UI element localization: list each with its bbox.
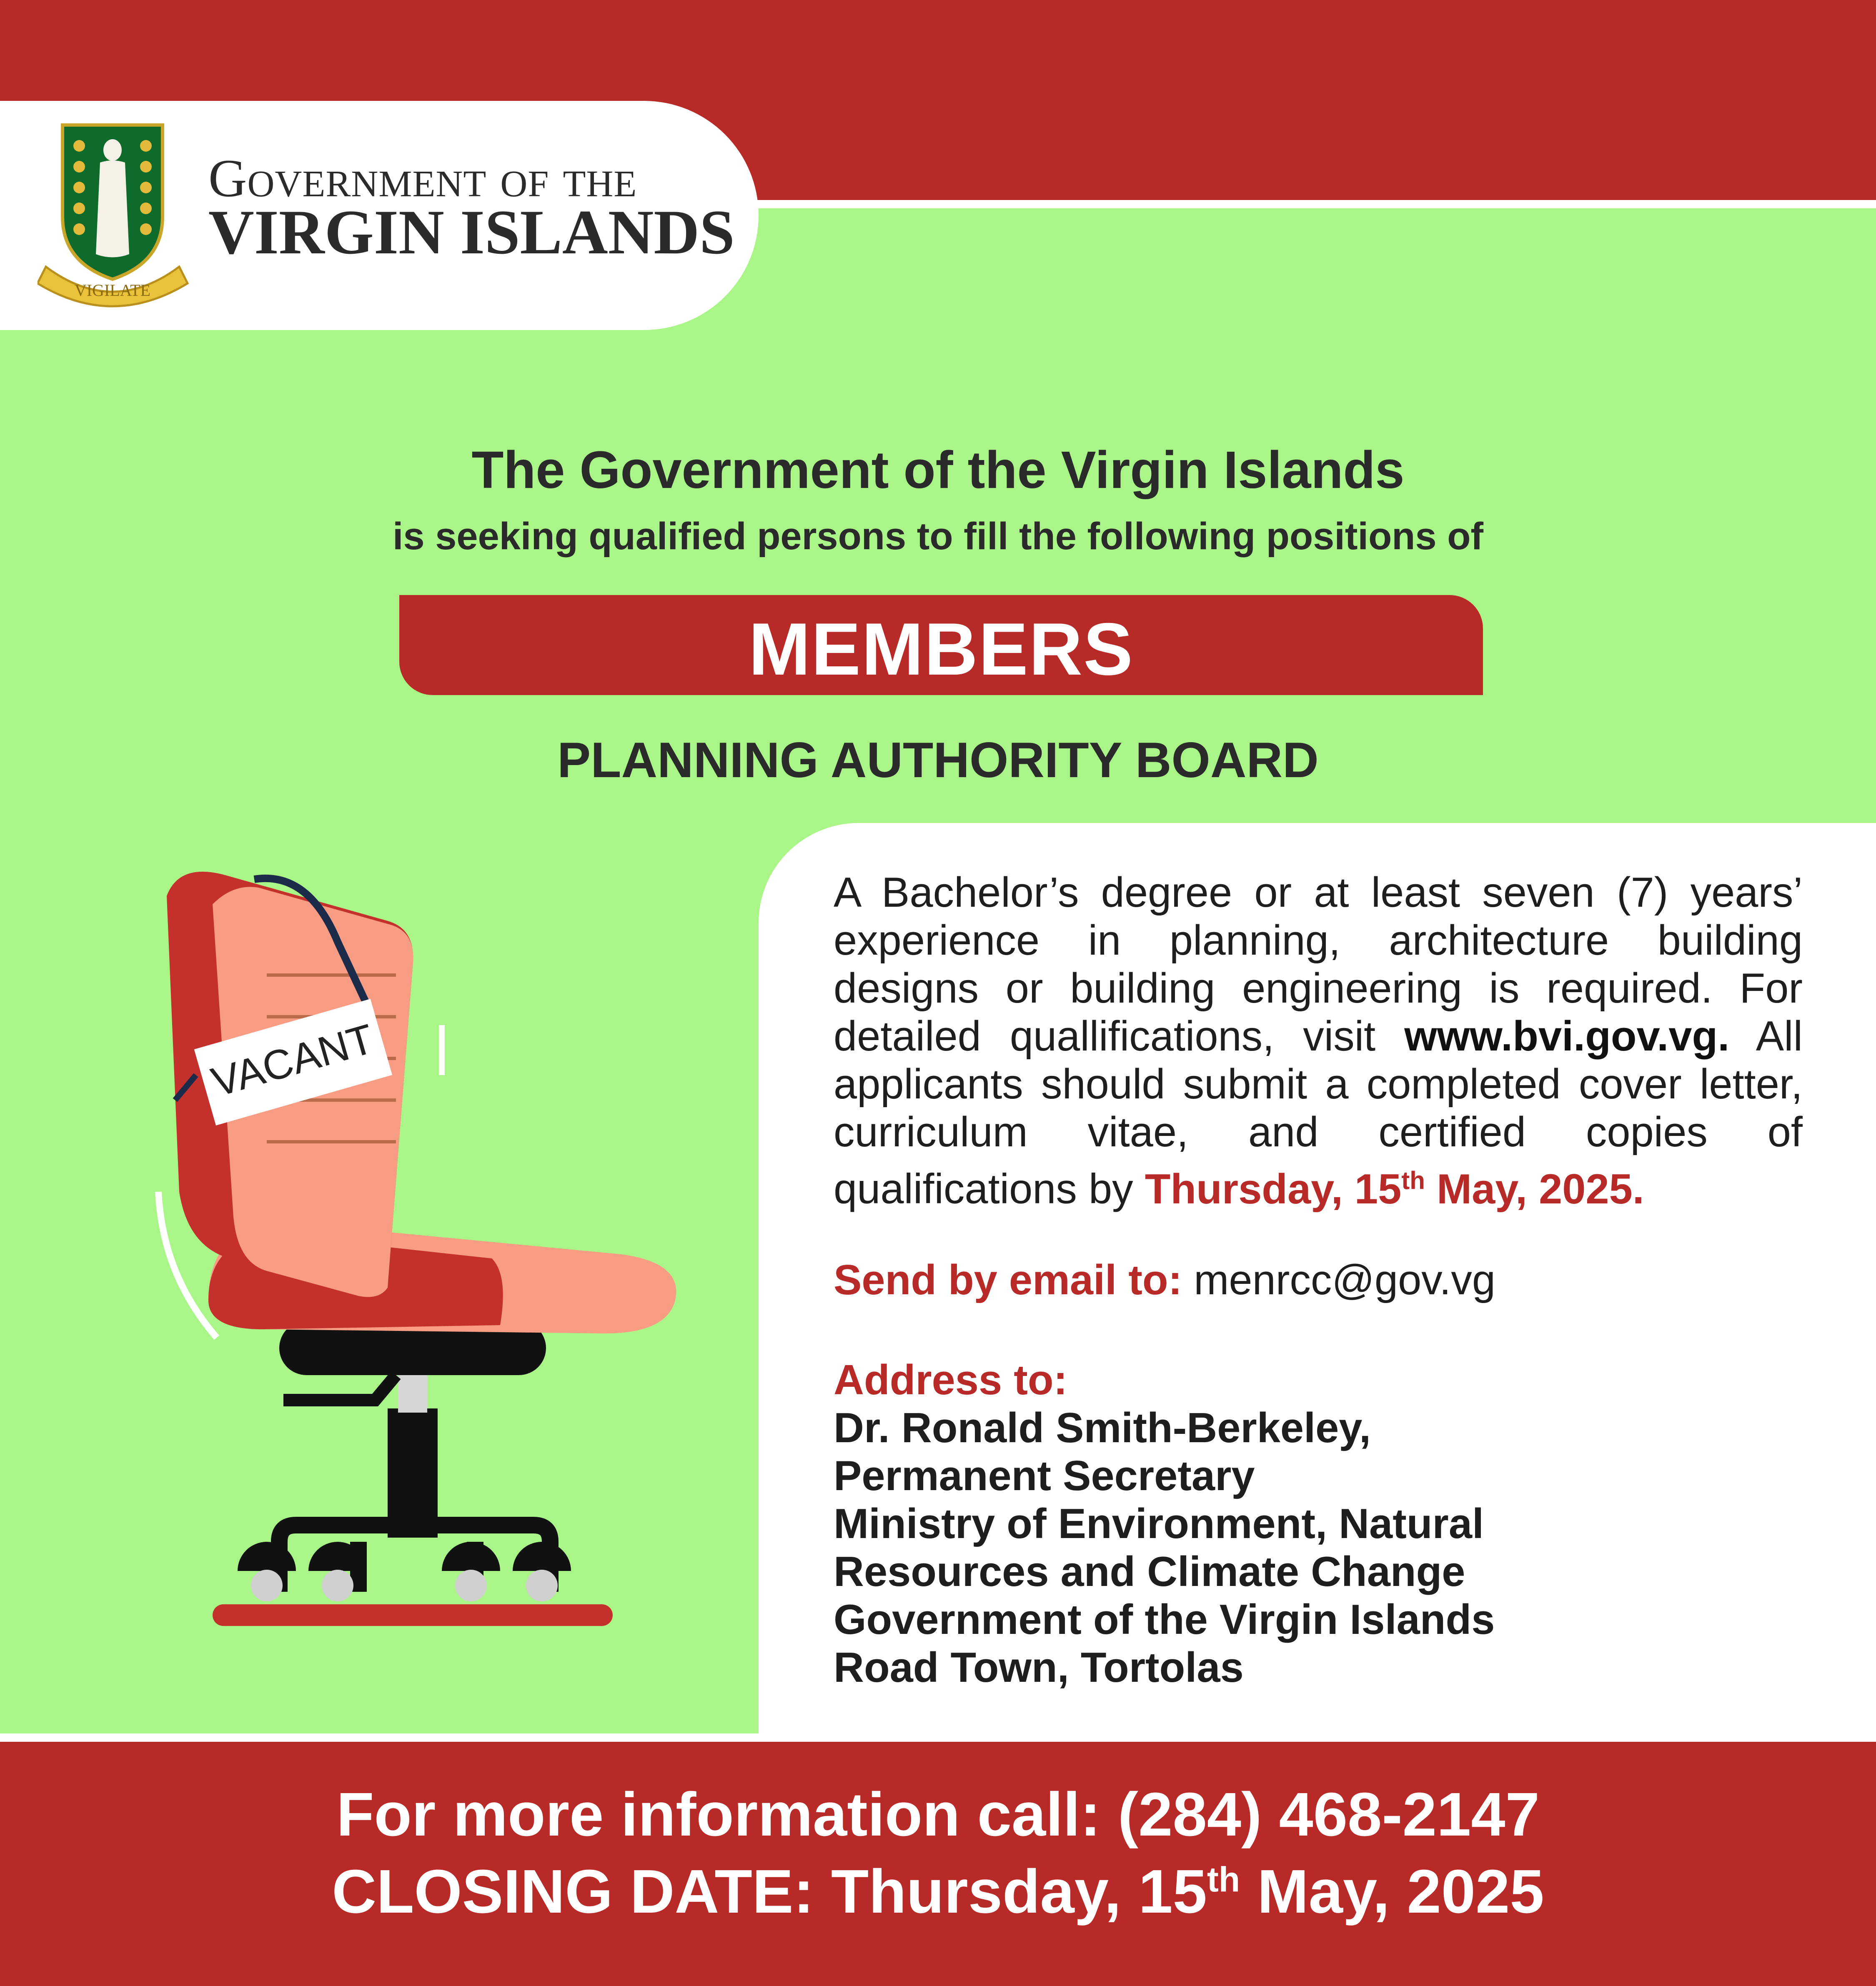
address-line: Permanent Secretary bbox=[834, 1453, 1255, 1499]
address-line: Dr. Ronald Smith-Berkeley, bbox=[834, 1405, 1371, 1451]
coat-of-arms-icon bbox=[38, 121, 213, 313]
gov-title-line1: Government of the bbox=[208, 149, 637, 208]
position-title: MEMBERS bbox=[749, 608, 1134, 690]
vacant-sign: VACANT bbox=[206, 1015, 379, 1106]
address-label: Address to: bbox=[834, 1357, 1068, 1403]
website-link[interactable]: www.bvi.gov.vg. bbox=[1404, 1013, 1730, 1060]
footer-phone: For more information call: (284) 468-2147 bbox=[336, 1780, 1540, 1849]
gov-title-line2: VIRGIN ISLANDS bbox=[208, 197, 735, 267]
intro-title: The Government of the Virgin Islands bbox=[471, 440, 1405, 499]
divider-stripe bbox=[0, 1733, 1876, 1742]
email-address[interactable]: menrcc@gov.vg bbox=[1194, 1257, 1495, 1303]
address-line: Ministry of Environment, Natural bbox=[834, 1501, 1484, 1547]
requirements-text: A Bachelor’s degree or at least seven (7) years’ experience in planning, architecture building designs or building engineering is required. For detailed quallifications, visit www.bvi.gov.vg. All applicants should submit a completed cover letter, curriculum vitae, and certified copies of qualifications by Thursday, 15th May, 2025. bbox=[834, 869, 1803, 1213]
address-line: Resources and Climate Change bbox=[834, 1548, 1465, 1595]
board-title: PLANNING AUTHORITY BOARD bbox=[557, 732, 1319, 788]
address-line: Government of the Virgin Islands bbox=[834, 1596, 1495, 1643]
email-line: Send by email to: menrcc@gov.vg bbox=[834, 1257, 1495, 1303]
svg-text:VIGILATE: VIGILATE bbox=[74, 281, 151, 300]
footer-closing-date: CLOSING DATE: Thursday, 15th May, 2025 bbox=[332, 1857, 1544, 1926]
intro-subtitle: is seeking qualified persons to fill the following positions of bbox=[392, 515, 1484, 558]
address-line: Road Town, Tortolas bbox=[834, 1644, 1244, 1691]
vacant-chair-illustration bbox=[125, 858, 750, 1700]
deadline-date: Thursday, 15th May, 2025. bbox=[1145, 1166, 1644, 1213]
